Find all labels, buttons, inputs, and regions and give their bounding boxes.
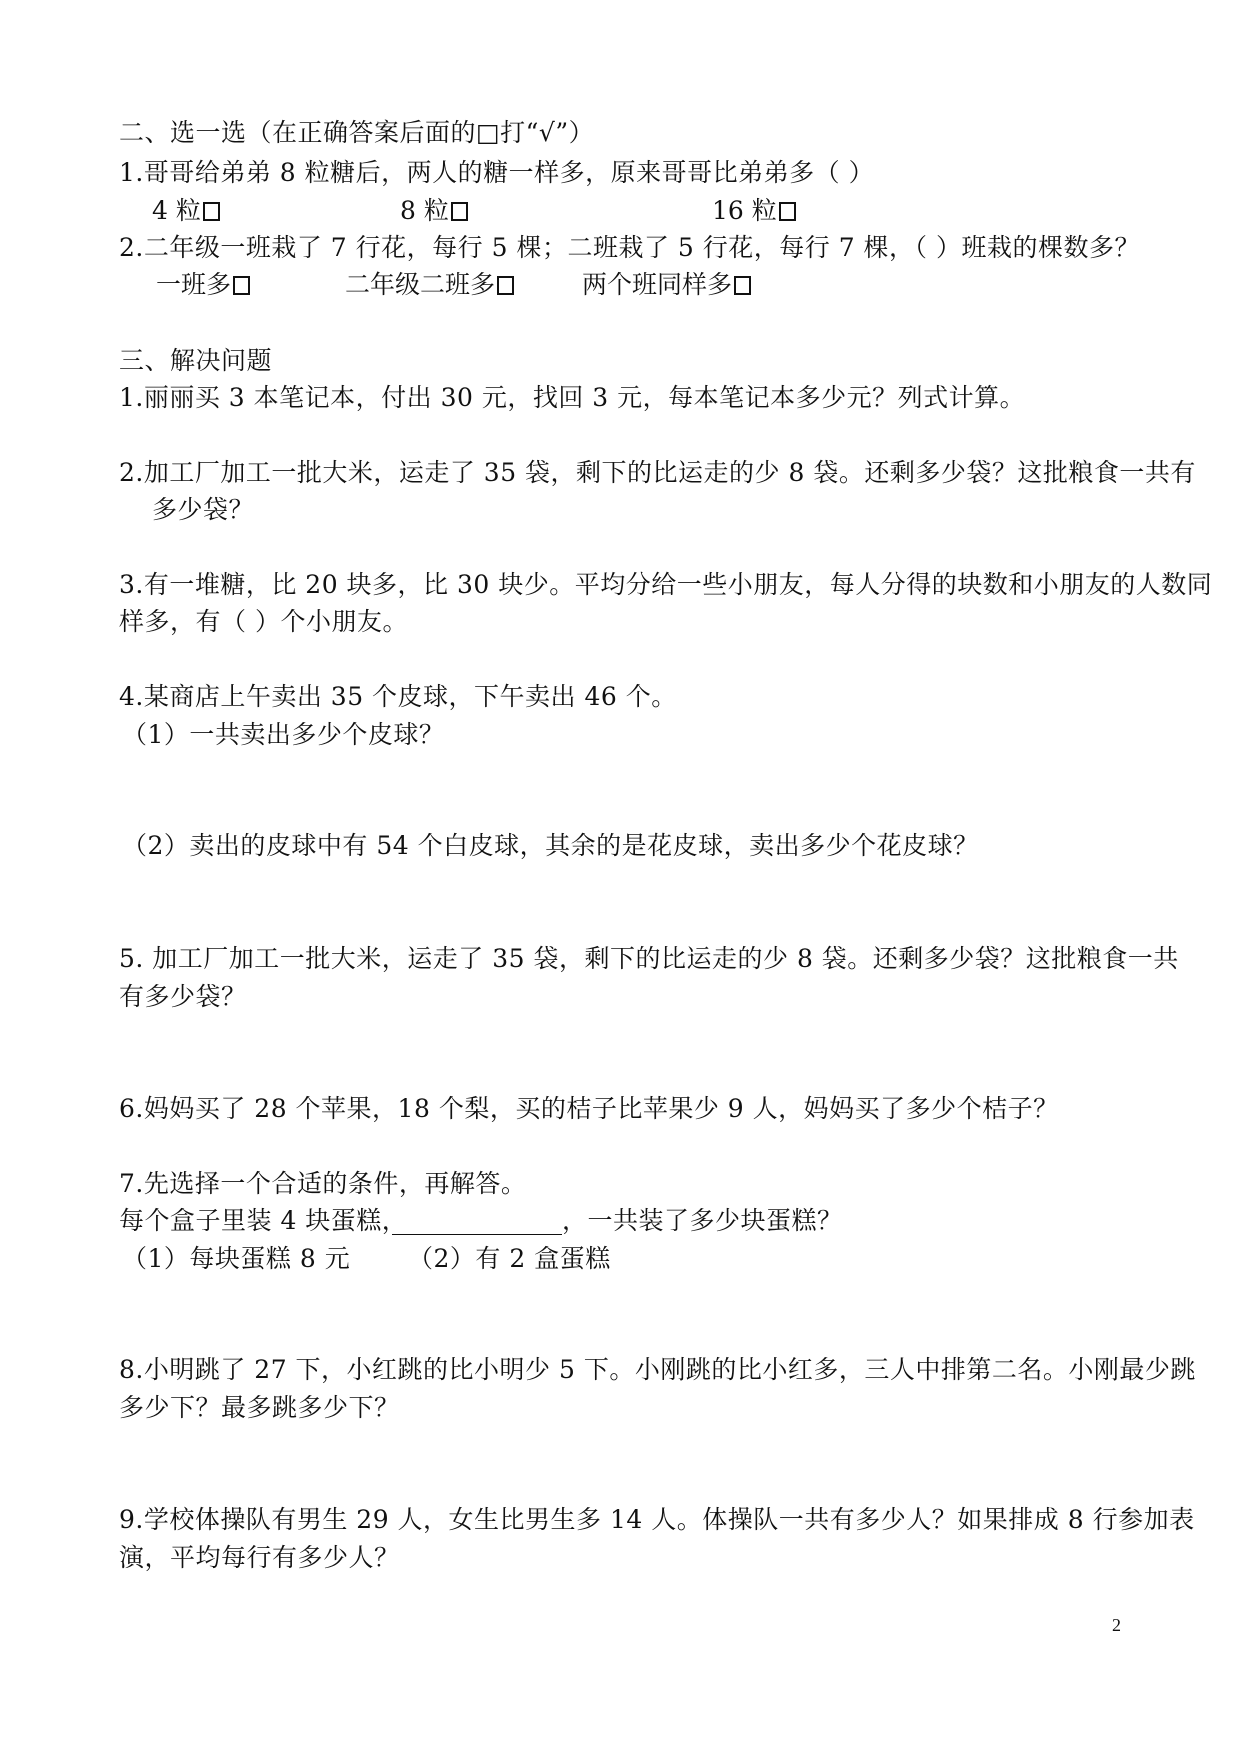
answer-blank[interactable] bbox=[392, 1234, 562, 1235]
question-3-2-line-1: 2.加工厂加工一批大米，运走了 35 袋，剩下的比运走的少 8 袋。还剩多少袋？这批粮食一共有 bbox=[119, 458, 1196, 487]
question-3-8-line-2: 多少下？最多跳多少下？ bbox=[119, 1393, 400, 1422]
option-2-2-b[interactable] bbox=[345, 270, 514, 300]
question-3-4-sub-2: （2）卖出的皮球中有 54 个白皮球，其余的是花皮球，卖出多少个花皮球？ bbox=[122, 831, 979, 860]
option-label: 8 粒 bbox=[400, 196, 449, 225]
option-label: 一班多 bbox=[156, 270, 232, 299]
question-3-7-stem-after: ，一共装了多少块蛋糕？ bbox=[562, 1206, 843, 1235]
option-2-2-a[interactable] bbox=[156, 270, 250, 300]
question-3-9-line-1: 9.学校体操队有男生 29 人，女生比男生多 14 人。体操队一共有多少人？如果排成 8 行参加表 bbox=[119, 1505, 1195, 1534]
question-3-4-sub-1: （1）一共卖出多少个皮球？ bbox=[122, 720, 445, 749]
question-3-3-line-2: 样多，有（ ）个小朋友。 bbox=[119, 607, 408, 636]
question-3-7-stem-before: 每个盒子里装 4 块蛋糕， bbox=[119, 1206, 408, 1235]
checkbox-icon[interactable] bbox=[233, 276, 250, 295]
question-3-4: 4.某商店上午卖出 35 个皮球，下午卖出 46 个。 bbox=[119, 682, 677, 711]
question-3-7-option-2: （2）有 2 盒蛋糕 bbox=[408, 1244, 611, 1273]
checkbox-icon[interactable] bbox=[497, 276, 514, 295]
checkbox-icon[interactable] bbox=[451, 202, 468, 221]
question-3-9-line-2: 演，平均每行有多少人？ bbox=[119, 1543, 400, 1572]
section-3-heading: 三、解决问题 bbox=[119, 346, 273, 375]
question-3-2-line-2: 多少袋？ bbox=[152, 495, 255, 524]
option-label: 二年级二班多 bbox=[345, 270, 496, 299]
question-3-7-option-1: （1）每块蛋糕 8 元 bbox=[122, 1244, 351, 1273]
page-number: 2 bbox=[1112, 1615, 1121, 1635]
question-2-1: 1.哥哥给弟弟 8 粒糖后，两人的糖一样多，原来哥哥比弟弟多（ ） bbox=[119, 158, 875, 187]
option-2-1-c[interactable] bbox=[712, 196, 796, 226]
option-label: 16 粒 bbox=[712, 196, 777, 225]
checkbox-icon[interactable] bbox=[203, 202, 220, 221]
option-2-1-a[interactable] bbox=[152, 196, 220, 226]
option-label: 4 粒 bbox=[152, 196, 201, 225]
question-3-6: 6.妈妈买了 28 个苹果，18 个梨，买的桔子比苹果少 9 人，妈妈买了多少个桔子？ bbox=[119, 1094, 1059, 1123]
option-2-1-b[interactable] bbox=[400, 196, 468, 226]
question-3-1: 1.丽丽买 3 本笔记本，付出 30 元，找回 3 元，每本笔记本多少元？列式计算。 bbox=[119, 383, 1026, 412]
question-3-7: 7.先选择一个合适的条件，再解答。 bbox=[119, 1169, 527, 1198]
question-3-5-line-2: 有多少袋？ bbox=[119, 982, 247, 1011]
option-2-2-c[interactable] bbox=[582, 270, 751, 300]
checkbox-icon[interactable] bbox=[779, 202, 796, 221]
section-2-heading: 二、选一选（在正确答案后面的□打“√”） bbox=[119, 118, 595, 147]
question-3-8-line-1: 8.小明跳了 27 下，小红跳的比小明少 5 下。小刚跳的比小红多，三人中排第二名。小刚最少跳 bbox=[119, 1355, 1196, 1384]
option-label: 两个班同样多 bbox=[582, 270, 733, 299]
question-3-5-line-1: 5. 加工厂加工一批大米，运走了 35 袋，剩下的比运走的少 8 袋。还剩多少袋？这批粮食一共 bbox=[119, 944, 1179, 973]
checkbox-icon[interactable] bbox=[734, 276, 751, 295]
question-2-2: 2.二年级一班栽了 7 行花，每行 5 棵；二班栽了 5 行花，每行 7 棵，（ ）班栽的棵数多？ bbox=[119, 233, 1140, 262]
question-3-3-line-1: 3.有一堆糖，比 20 块多，比 30 块少。平均分给一些小朋友，每人分得的块数和小朋友的人数同 bbox=[119, 570, 1213, 599]
